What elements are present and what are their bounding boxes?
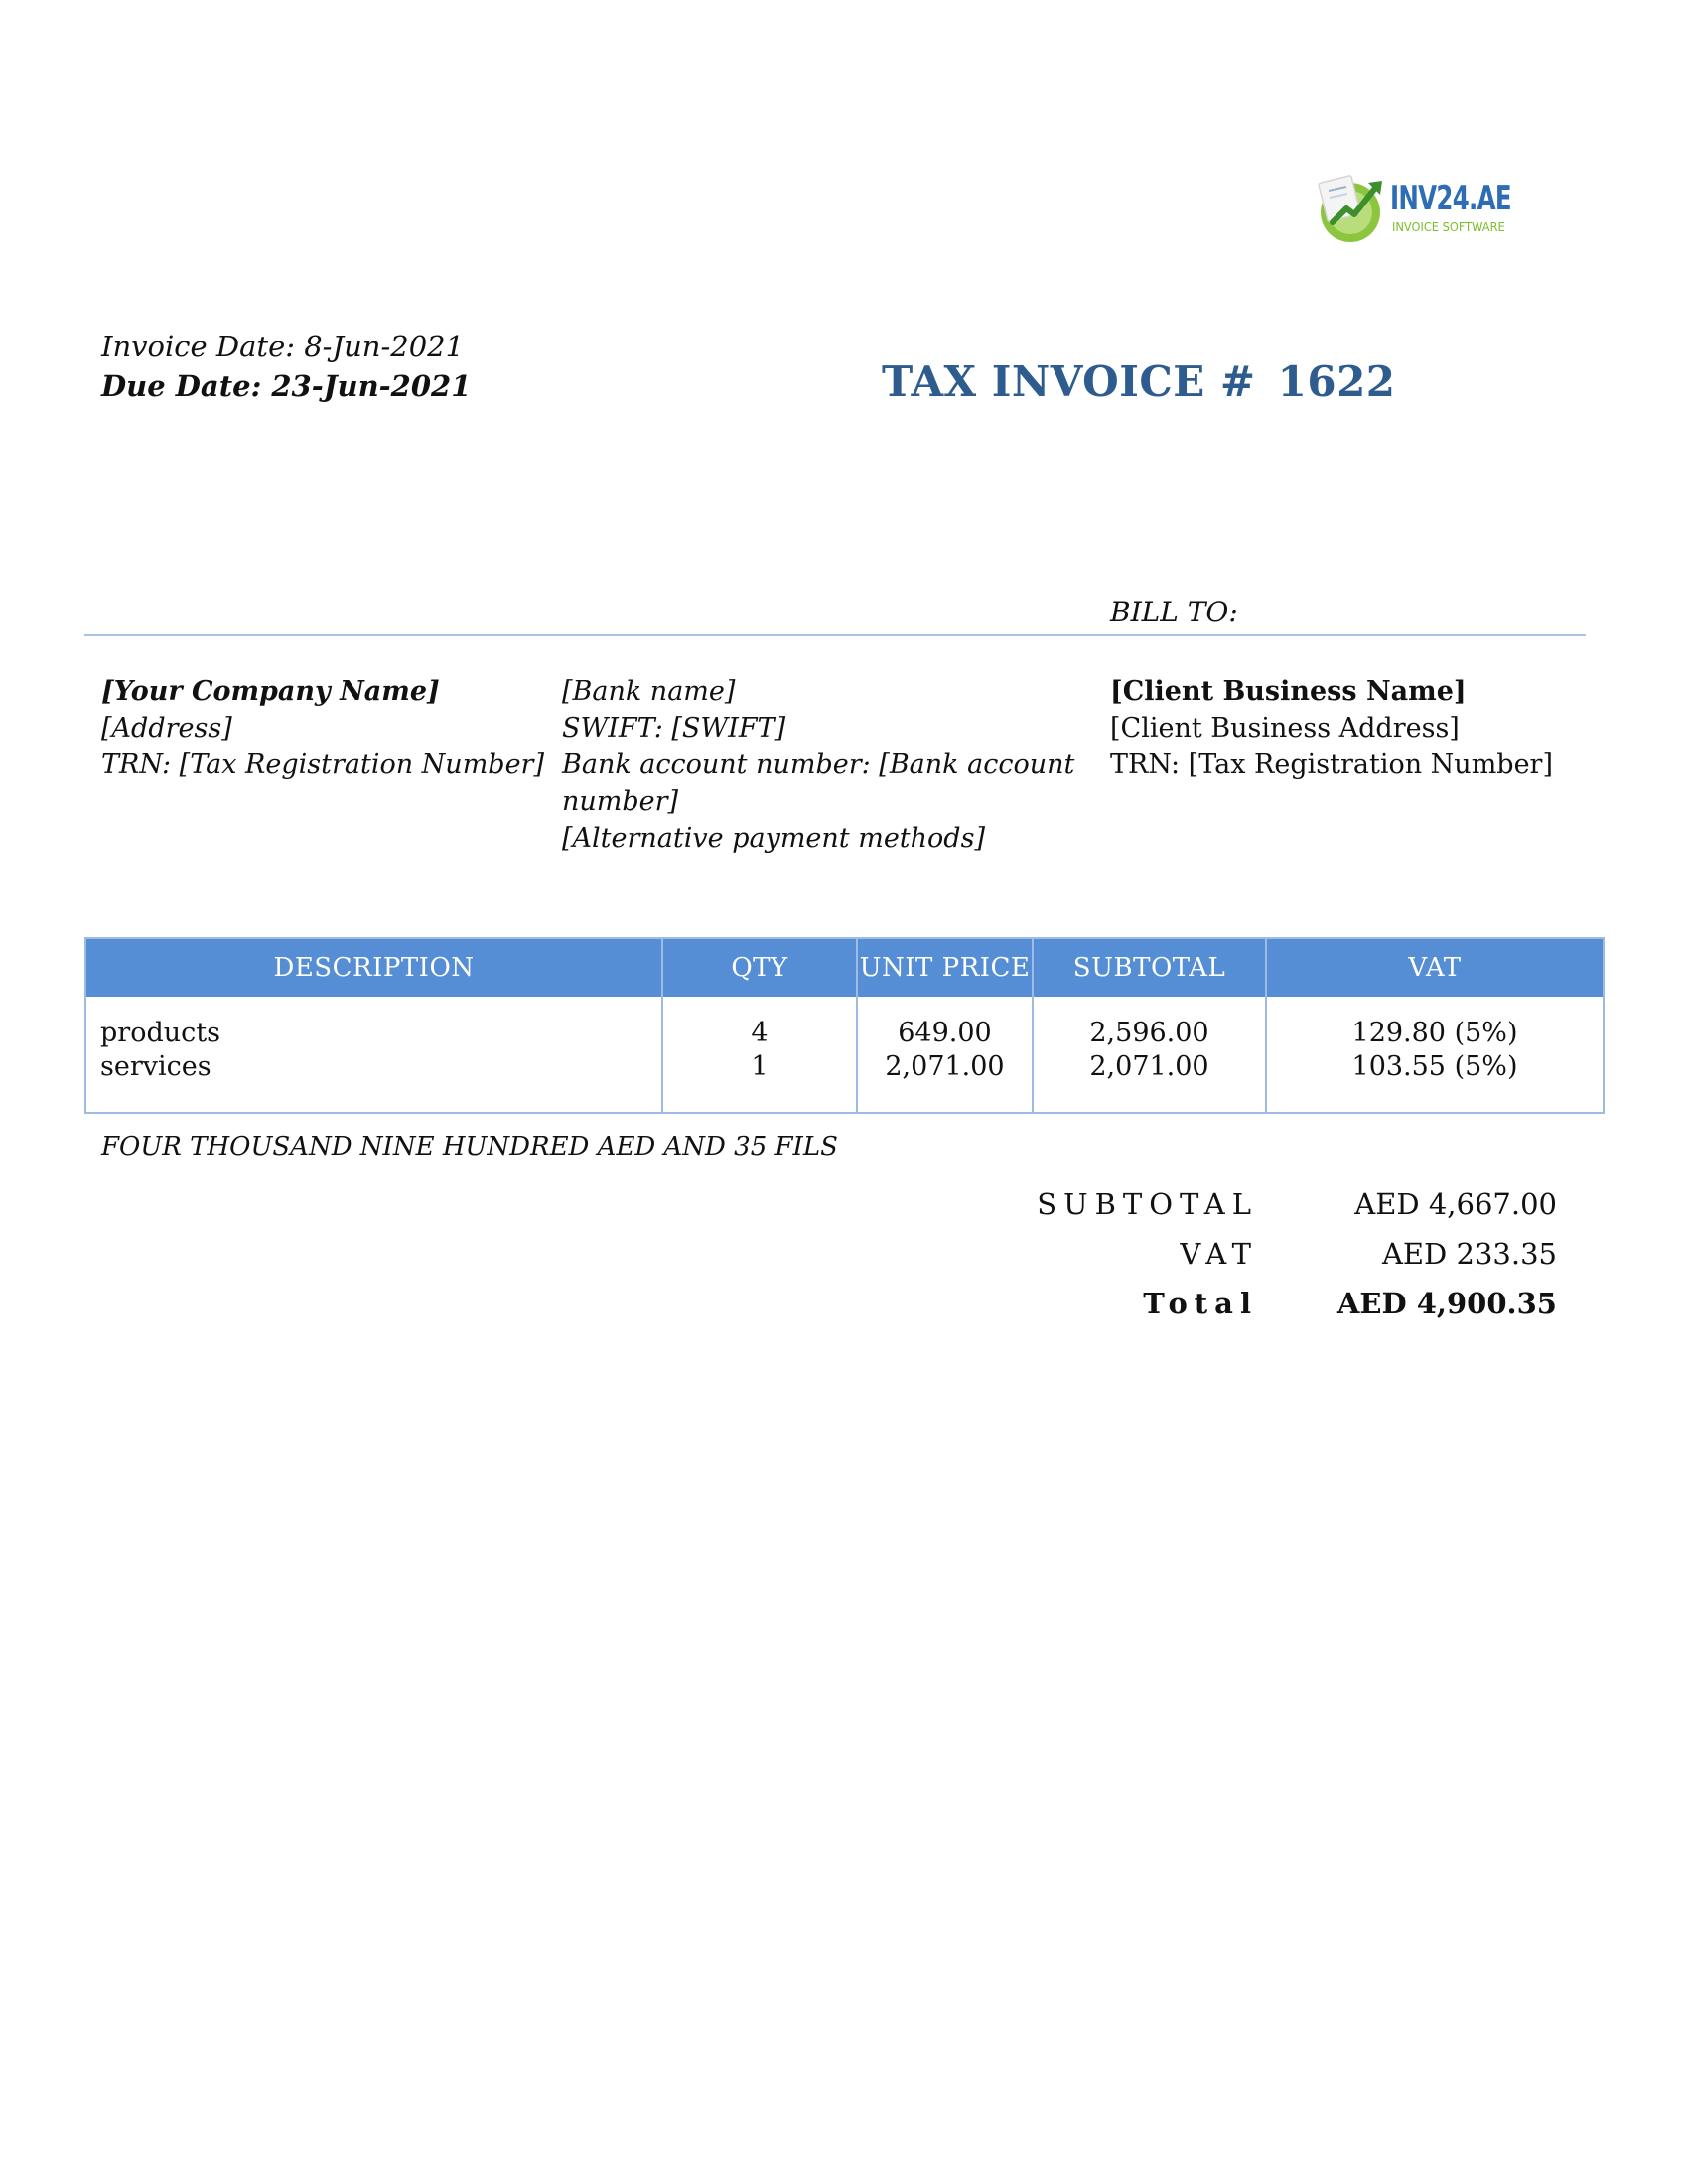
client-info [1110, 673, 1553, 783]
amount-in-words: FOUR THOUSAND NINE HUNDRED AED AND 35 FILS [101, 1132, 838, 1161]
item-unit-price: 649.00 [898, 1018, 992, 1048]
seller-info [101, 673, 544, 783]
client-address: [Client Business Address] [1110, 713, 1460, 744]
unit-price-cell [857, 997, 1033, 1112]
column-header-vat: VAT [1266, 939, 1603, 997]
line-items-table [84, 937, 1605, 1114]
company-logo [1317, 173, 1555, 246]
item-qty: 4 [751, 1018, 769, 1048]
header-divider [84, 634, 1586, 636]
client-trn: TRN: [Tax Registration Number] [1110, 750, 1554, 780]
item-vat: 103.55 (5%) [1351, 1051, 1518, 1082]
bank-swift: SWIFT: [SWIFT] [562, 713, 786, 744]
bank-account-line-1: Bank account number: [Bank account [562, 750, 1075, 780]
client-name: [Client Business Name] [1110, 676, 1467, 707]
item-qty: 1 [751, 1051, 769, 1082]
due-date: Due Date: 23-Jun-2021 [101, 369, 472, 403]
vat-label: VAT [1180, 1237, 1258, 1271]
description-cell [86, 997, 662, 1112]
bank-info [562, 673, 1074, 857]
item-unit-price: 2,071.00 [885, 1051, 1005, 1082]
item-description: products [100, 1018, 220, 1048]
table-header-row [86, 939, 1603, 997]
item-description: services [100, 1051, 211, 1082]
item-subtotal: 2,596.00 [1089, 1018, 1209, 1048]
invoice-arrow-logo-icon [1317, 173, 1388, 246]
invoice-title-prefix: TAX INVOICE # [882, 357, 1256, 406]
subtotal-cell [1033, 997, 1266, 1112]
column-header-qty: QTY [662, 939, 857, 997]
bank-alternative-methods: [Alternative payment methods] [562, 823, 985, 854]
seller-address: [Address] [101, 713, 232, 744]
total-value: AED 4,900.35 [1336, 1287, 1557, 1320]
table-body-row [86, 997, 1603, 1112]
total-label: Total [1143, 1287, 1258, 1320]
bank-account-line-2: number] [562, 786, 679, 817]
column-header-subtotal: SUBTOTAL [1033, 939, 1266, 997]
subtotal-value: AED 4,667.00 [1354, 1187, 1557, 1221]
logo-tagline: INVOICE SOFTWARE [1392, 220, 1505, 234]
invoice-number: 1622 [1277, 357, 1396, 406]
seller-trn: TRN: [Tax Registration Number] [101, 750, 545, 780]
item-subtotal: 2,071.00 [1089, 1051, 1209, 1082]
item-vat: 129.80 (5%) [1351, 1018, 1518, 1048]
subtotal-label: SUBTOTAL [1037, 1187, 1258, 1221]
invoice-title [882, 357, 1396, 406]
column-header-unit-price: UNIT PRICE [857, 939, 1033, 997]
vat-value: AED 233.35 [1381, 1237, 1557, 1271]
vat-cell [1266, 997, 1603, 1112]
invoice-date: Invoice Date: 8-Jun-2021 [101, 330, 465, 363]
logo-brand-text: INV24.AE [1390, 179, 1511, 218]
seller-name: [Your Company Name] [101, 676, 440, 707]
column-header-description: DESCRIPTION [86, 939, 662, 997]
bank-name: [Bank name] [562, 676, 736, 707]
bill-to-label: BILL TO: [1110, 596, 1238, 628]
qty-cell [662, 997, 857, 1112]
